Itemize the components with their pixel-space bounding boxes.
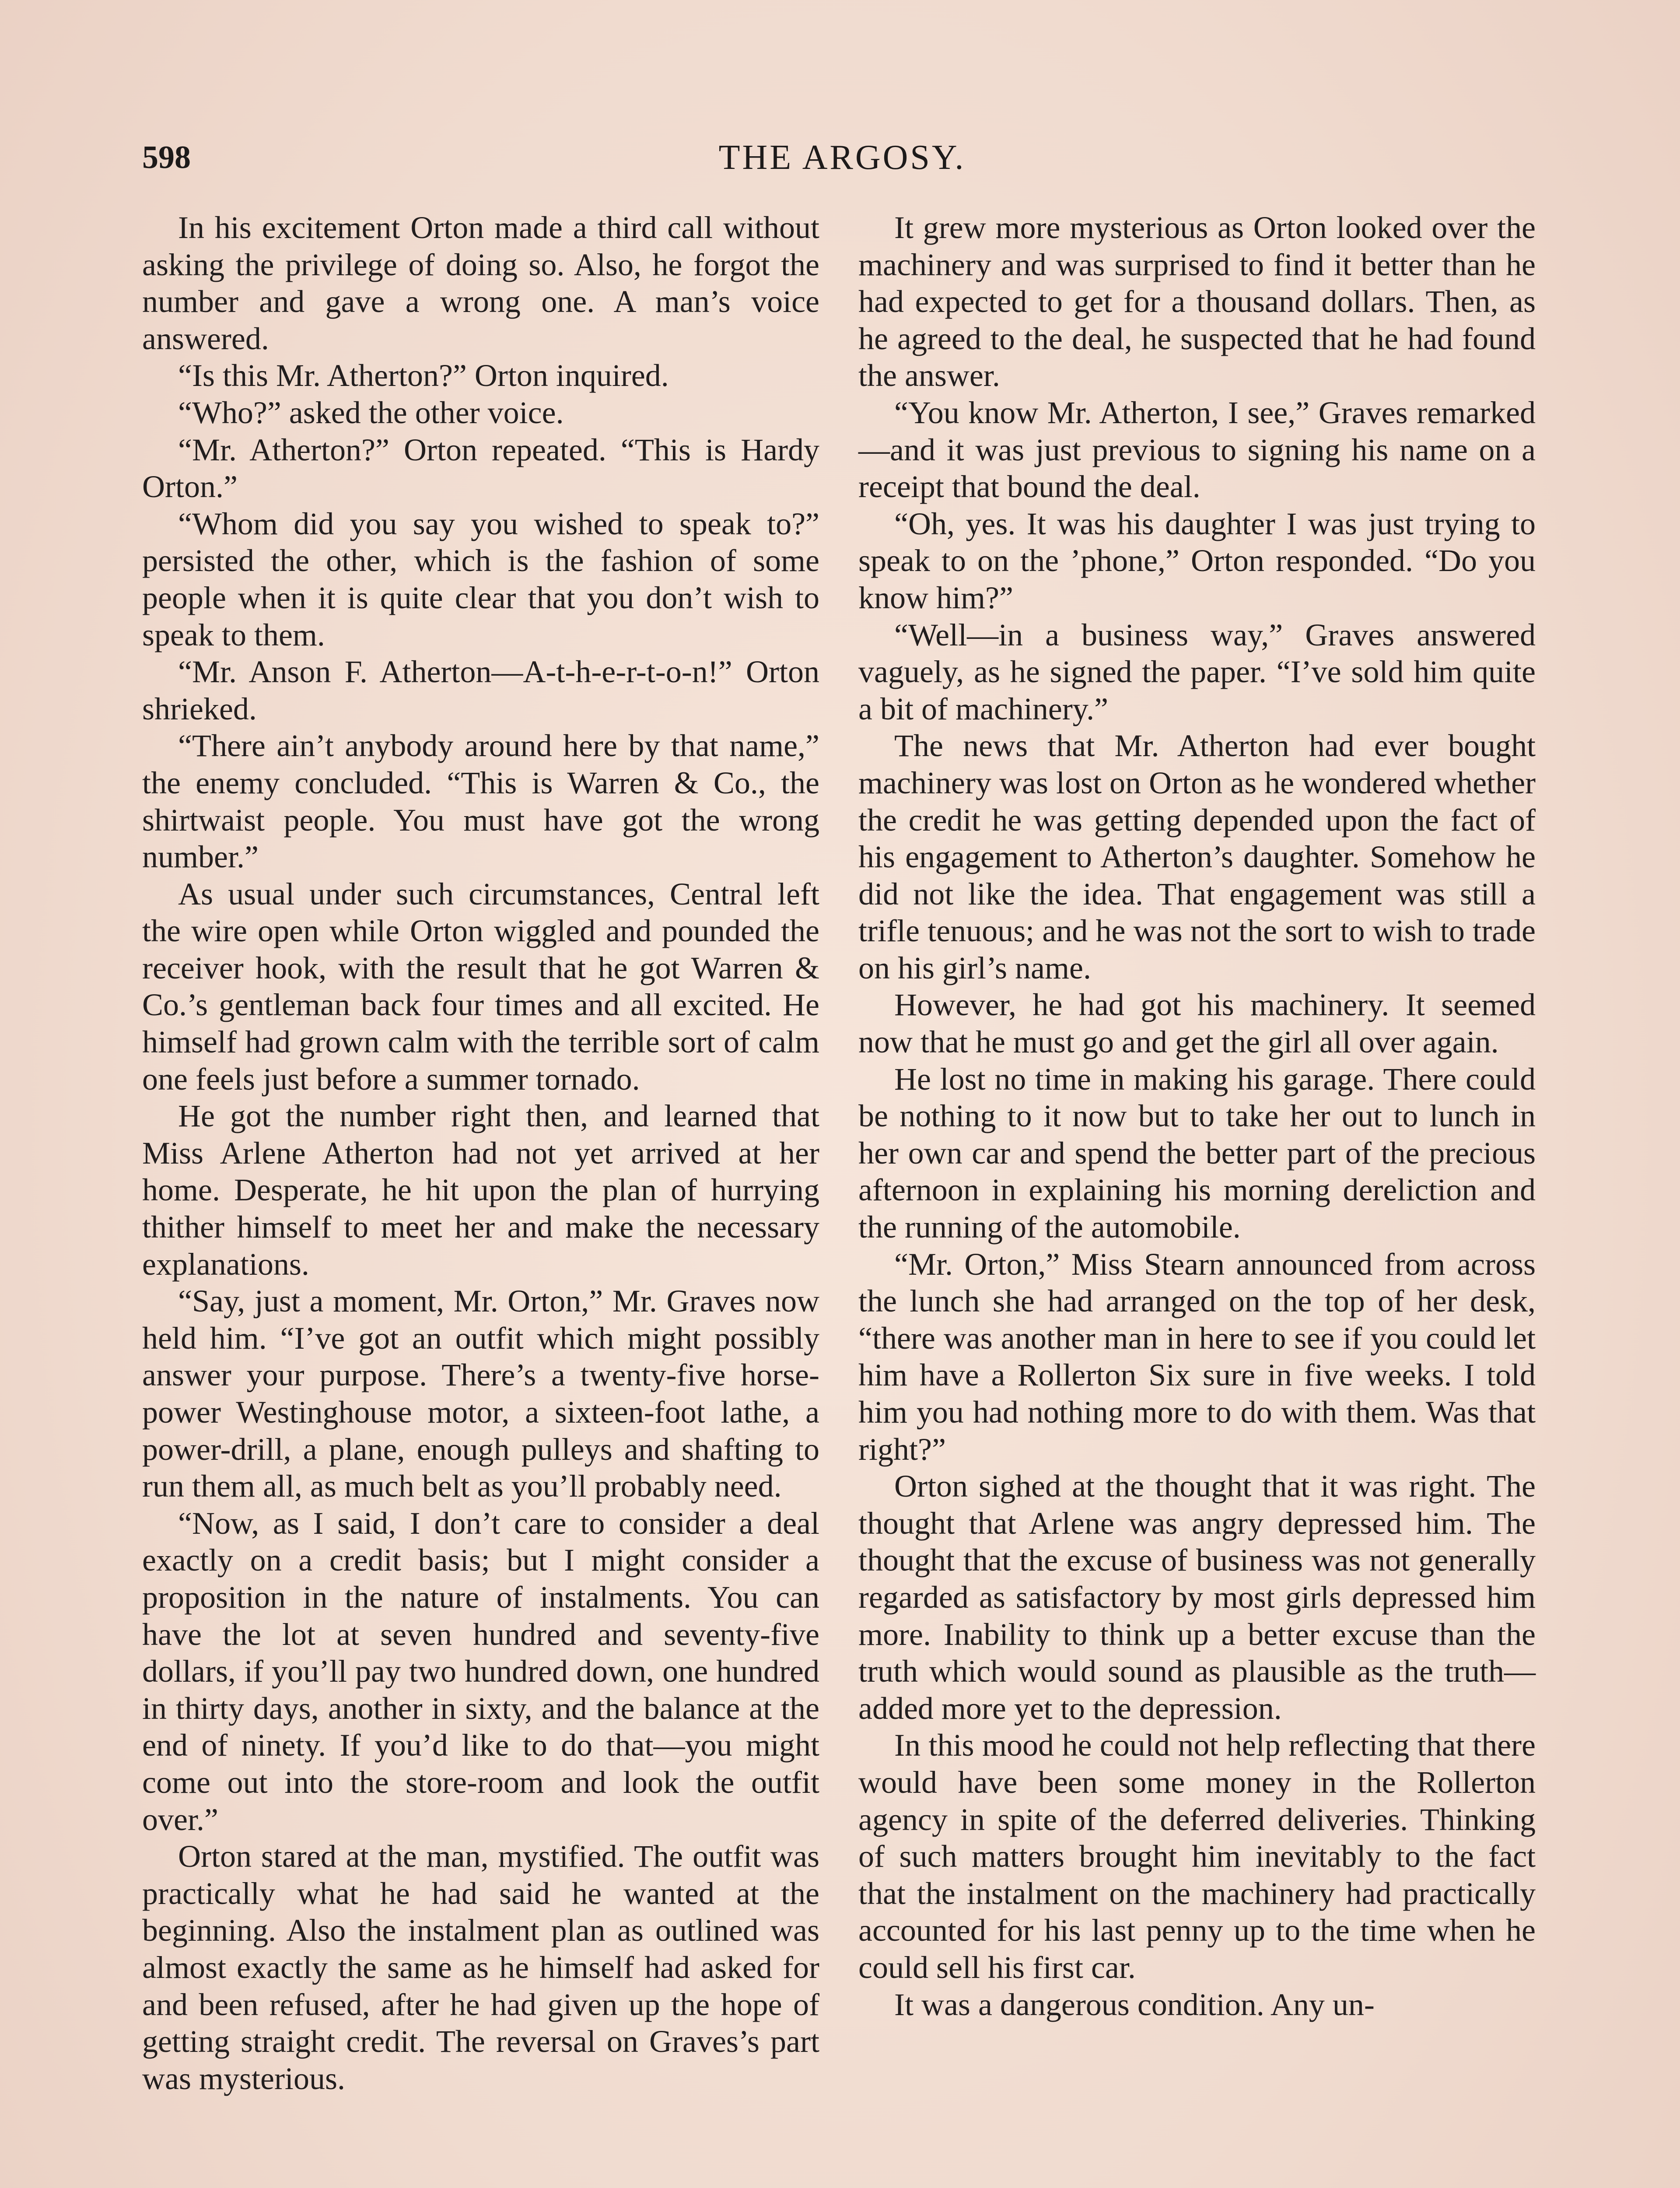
paragraph: “Whom did you say you wished to speak to?” persisted the other, which is the fashion of some people when it is quite clear that you don’t wish to speak to them. [142,506,819,652]
paragraph: However, he had got his machinery. It seemed now that he must go and get the girl all over again. [858,987,1536,1060]
paragraph: “Now, as I said, I don’t care to consider a deal exactly on a credit basis; but I might consider a proposition in the nature of instalments. You can have the lot at seven hundred and seventy-five dollars, if you’ll pay two hundred down, one hundred in thirty days, another in sixty, and the balance at the end of ninety. If you’d like to do that—you might come out into the store-room and look the outfit over.” [142,1505,819,1837]
paragraph: “You know Mr. Atherton, I see,” Graves remarked—and it was just previous to signing his name on a receipt that bound the deal. [858,395,1536,505]
running-title: THE ARGOSY. [718,138,966,177]
page-header [142,131,1542,188]
page-number: 598 [142,140,191,175]
paragraph: “Mr. Orton,” Miss Stearn announced from across the lunch she had arranged on the top of her desk, “there was another man in here to see if you could let him have a Rollerton Six sure in five weeks. I told him you had nothing more to do with them. Was that right?” [858,1246,1536,1467]
paragraph: The news that Mr. Atherton had ever bought machinery was lost on Orton as he wondered whether the credit he was getting depended upon the fact of his engagement to Atherton’s daughter. Somehow he did not like the idea. That engagement was still a trifle tenuous; and he was not the sort to wish to trade on his girl’s name. [858,728,1536,985]
paragraph: “There ain’t anybody around here by that name,” the enemy concluded. “This is Warren & Co., the shirtwaist people. You must have got the wrong number.” [142,728,819,875]
paragraph: As usual under such circumstances, Central left the wire open while Orton wiggled and pounded the receiver hook, with the result that he got Warren & Co.’s gentleman back four times and all excited. He himself had grown calm with the terrible sort of calm one feels just before a summer tornado. [142,876,819,1097]
paragraph: In his excitement Orton made a third call without asking the privilege of doing so. Also, he forgot the number and gave a wrong one. A man’s voice answered. [142,210,819,356]
paragraph: “Mr. Anson F. Atherton—A-t-h-e-r-t-o-n!” Orton shrieked. [142,654,819,726]
paragraph: “Say, just a moment, Mr. Orton,” Mr. Graves now held him. “I’ve got an outfit which might possibly answer your purpose. There’s a twenty-five horse-power Westinghouse motor, a sixteen-foot lathe, a power-drill, a plane, enough pulleys and shafting to run them all, as much belt as you’ll probably need. [142,1283,819,1504]
paragraph: “Who?” asked the other voice. [178,395,564,430]
paragraph: “Oh, yes. It was his daughter I was just trying to speak to on the ’phone,” Orton responded. “Do you know him?” [858,506,1536,615]
paragraph: “Well—in a business way,” Graves answered vaguely, as he signed the paper. “I’ve sold him quite a bit of machinery.” [858,617,1536,726]
paragraph: It grew more mysterious as Orton looked over the machinery and was surprised to find it better than he had expected to get for a thousand dollars. Then, as he agreed to the deal, he suspected that he had found the answer. [858,210,1536,393]
right-column [858,209,1536,2023]
paragraph: Orton stared at the man, mystified. The outfit was practically what he had said he wanted at the beginning. Also the instalment plan as outlined was almost exactly the same as he himself had asked for and been refused, after he had given up the hope of getting straight credit. The reversal on Graves’s part was mysterious. [142,1839,819,2096]
paragraph: “Mr. Atherton?” Orton repeated. “This is Hardy Orton.” [142,432,819,505]
paragraph: “Is this Mr. Atherton?” Orton inquired. [178,358,669,393]
paragraph: It was a dangerous condition. Any un- [894,1987,1375,2022]
paragraph: In this mood he could not help reflecting that there would have been some money in the Rollerton agency in spite of the deferred deliveries. Thinking of such matters brought him inevitably to the fact that the instalment on the machinery had practically accounted for his last penny up to the time when he could sell his first car. [858,1728,1536,1985]
paragraph: He got the number right then, and learned that Miss Arlene Atherton had not yet arrived at her home. Desperate, he hit upon the plan of hurrying thither himself to meet her and make the necessary explanations. [142,1098,819,1282]
paragraph: Orton sighed at the thought that it was right. The thought that Arlene was angry depressed him. The thought that the excuse of business was not generally regarded as satisfactory by most girls depressed him more. Inability to think up a better excuse than the truth which would sound as plausible as the truth—added more yet to the depression. [858,1469,1536,1726]
paragraph: He lost no time in making his garage. There could be nothing to it now but to take her out to lunch in her own car and spend the better part of the precious afternoon in explaining his morning dereliction and the running of the automobile. [858,1061,1536,1245]
left-column [142,209,819,2097]
